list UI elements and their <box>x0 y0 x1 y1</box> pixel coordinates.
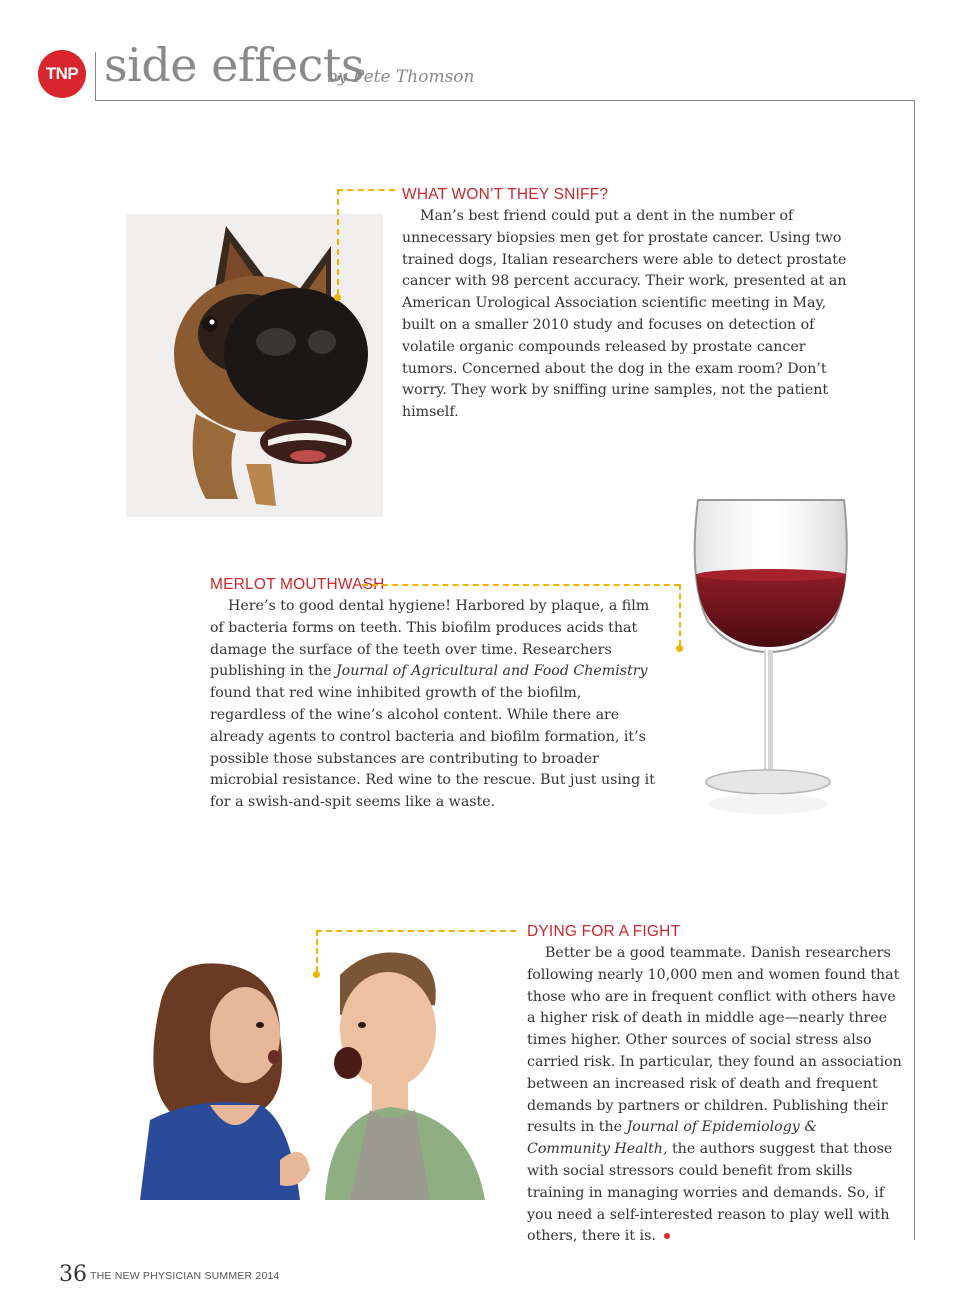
header-divider-horizontal <box>95 100 915 101</box>
article-body: Man’s best friend could put a dent in the number of unnecessary biopsies men get for prostate cancer. Using two trained dogs, Italian researchers were able to detect prostate cancer with 98 percent accuracy. Their work, presented at an American Urological Association scientific meeting in May, built on a smaller 2010 study and focuses on detection of volatile organic compounds released by prostate cancer tumors. Concerned about the dog in the exam room? Don’t worry. They work by sniffing urine samples, not the patient himself. <box>402 208 847 421</box>
page-right-rule <box>914 100 915 1240</box>
article-merlot <box>210 576 658 814</box>
section-title: side effects <box>104 38 364 92</box>
article-title: DYING FOR A FIGHT <box>527 923 681 940</box>
arguing-couple-photo <box>140 945 505 1200</box>
article-title: WHAT WON’T THEY SNIFF? <box>402 186 609 203</box>
page-number: 36 <box>59 1262 87 1287</box>
article-fight <box>527 923 902 1248</box>
footer-publication: THE NEW PHYSICIAN SUMMER 2014 <box>90 1270 280 1282</box>
wine-glass-photo <box>688 492 858 828</box>
connector-dot-1 <box>334 294 341 301</box>
header-divider-vertical <box>95 52 96 100</box>
article-sniff <box>402 186 857 424</box>
journal-name: Journal of Epidemiology & Community Health, <box>527 1119 817 1158</box>
end-mark-dot <box>664 1233 670 1239</box>
tnp-logo-badge: TNP <box>38 50 86 98</box>
connector-line-2-vertical <box>679 584 681 646</box>
connector-line-2 <box>362 584 680 586</box>
journal-name: Journal of Agricultural and Food Chemistry <box>336 663 648 680</box>
connector-line-1 <box>337 189 395 191</box>
connector-line-3 <box>316 930 516 932</box>
connector-dot-2 <box>676 645 683 652</box>
article-title: MERLOT MOUTHWASH <box>210 576 385 593</box>
dog-photo <box>126 214 383 517</box>
connector-line-1-vertical <box>337 189 339 295</box>
article-body: Better be a good teammate. Danish researchers following nearly 10,000 men and women found that those who are in frequent conflict with others have a higher risk of death in middle age—nearly three times higher. Other sources of social stress also carried risk. In particular, they found an association between an increased risk of death and frequent demands by partners or children. Publishing their results in the Journal of Epidemiology & Community Health, the authors suggest that those with social stressors could benefit from skills training in managing worries and demands. So, if you need a self-interested reason to play well with others, there it is. <box>527 945 902 1245</box>
article-body: Here’s to good dental hygiene! Harbored by plaque, a film of bacteria forms on teeth. This biofilm produces acids that damage the surface of the teeth over time. Researchers publishing in the Journal of Agricultural and Food Chemistry found that red wine inhibited growth of the biofilm, regardless of the wine’s alcohol content. While there are already agents to control bacteria and biofilm formation, it’s possible those substances are contributing to broader microbial resistance. Red wine to the rescue. But just using it for a swish-and-spit seems like a waste. <box>210 598 655 811</box>
byline: by Pete Thomson <box>327 67 475 87</box>
